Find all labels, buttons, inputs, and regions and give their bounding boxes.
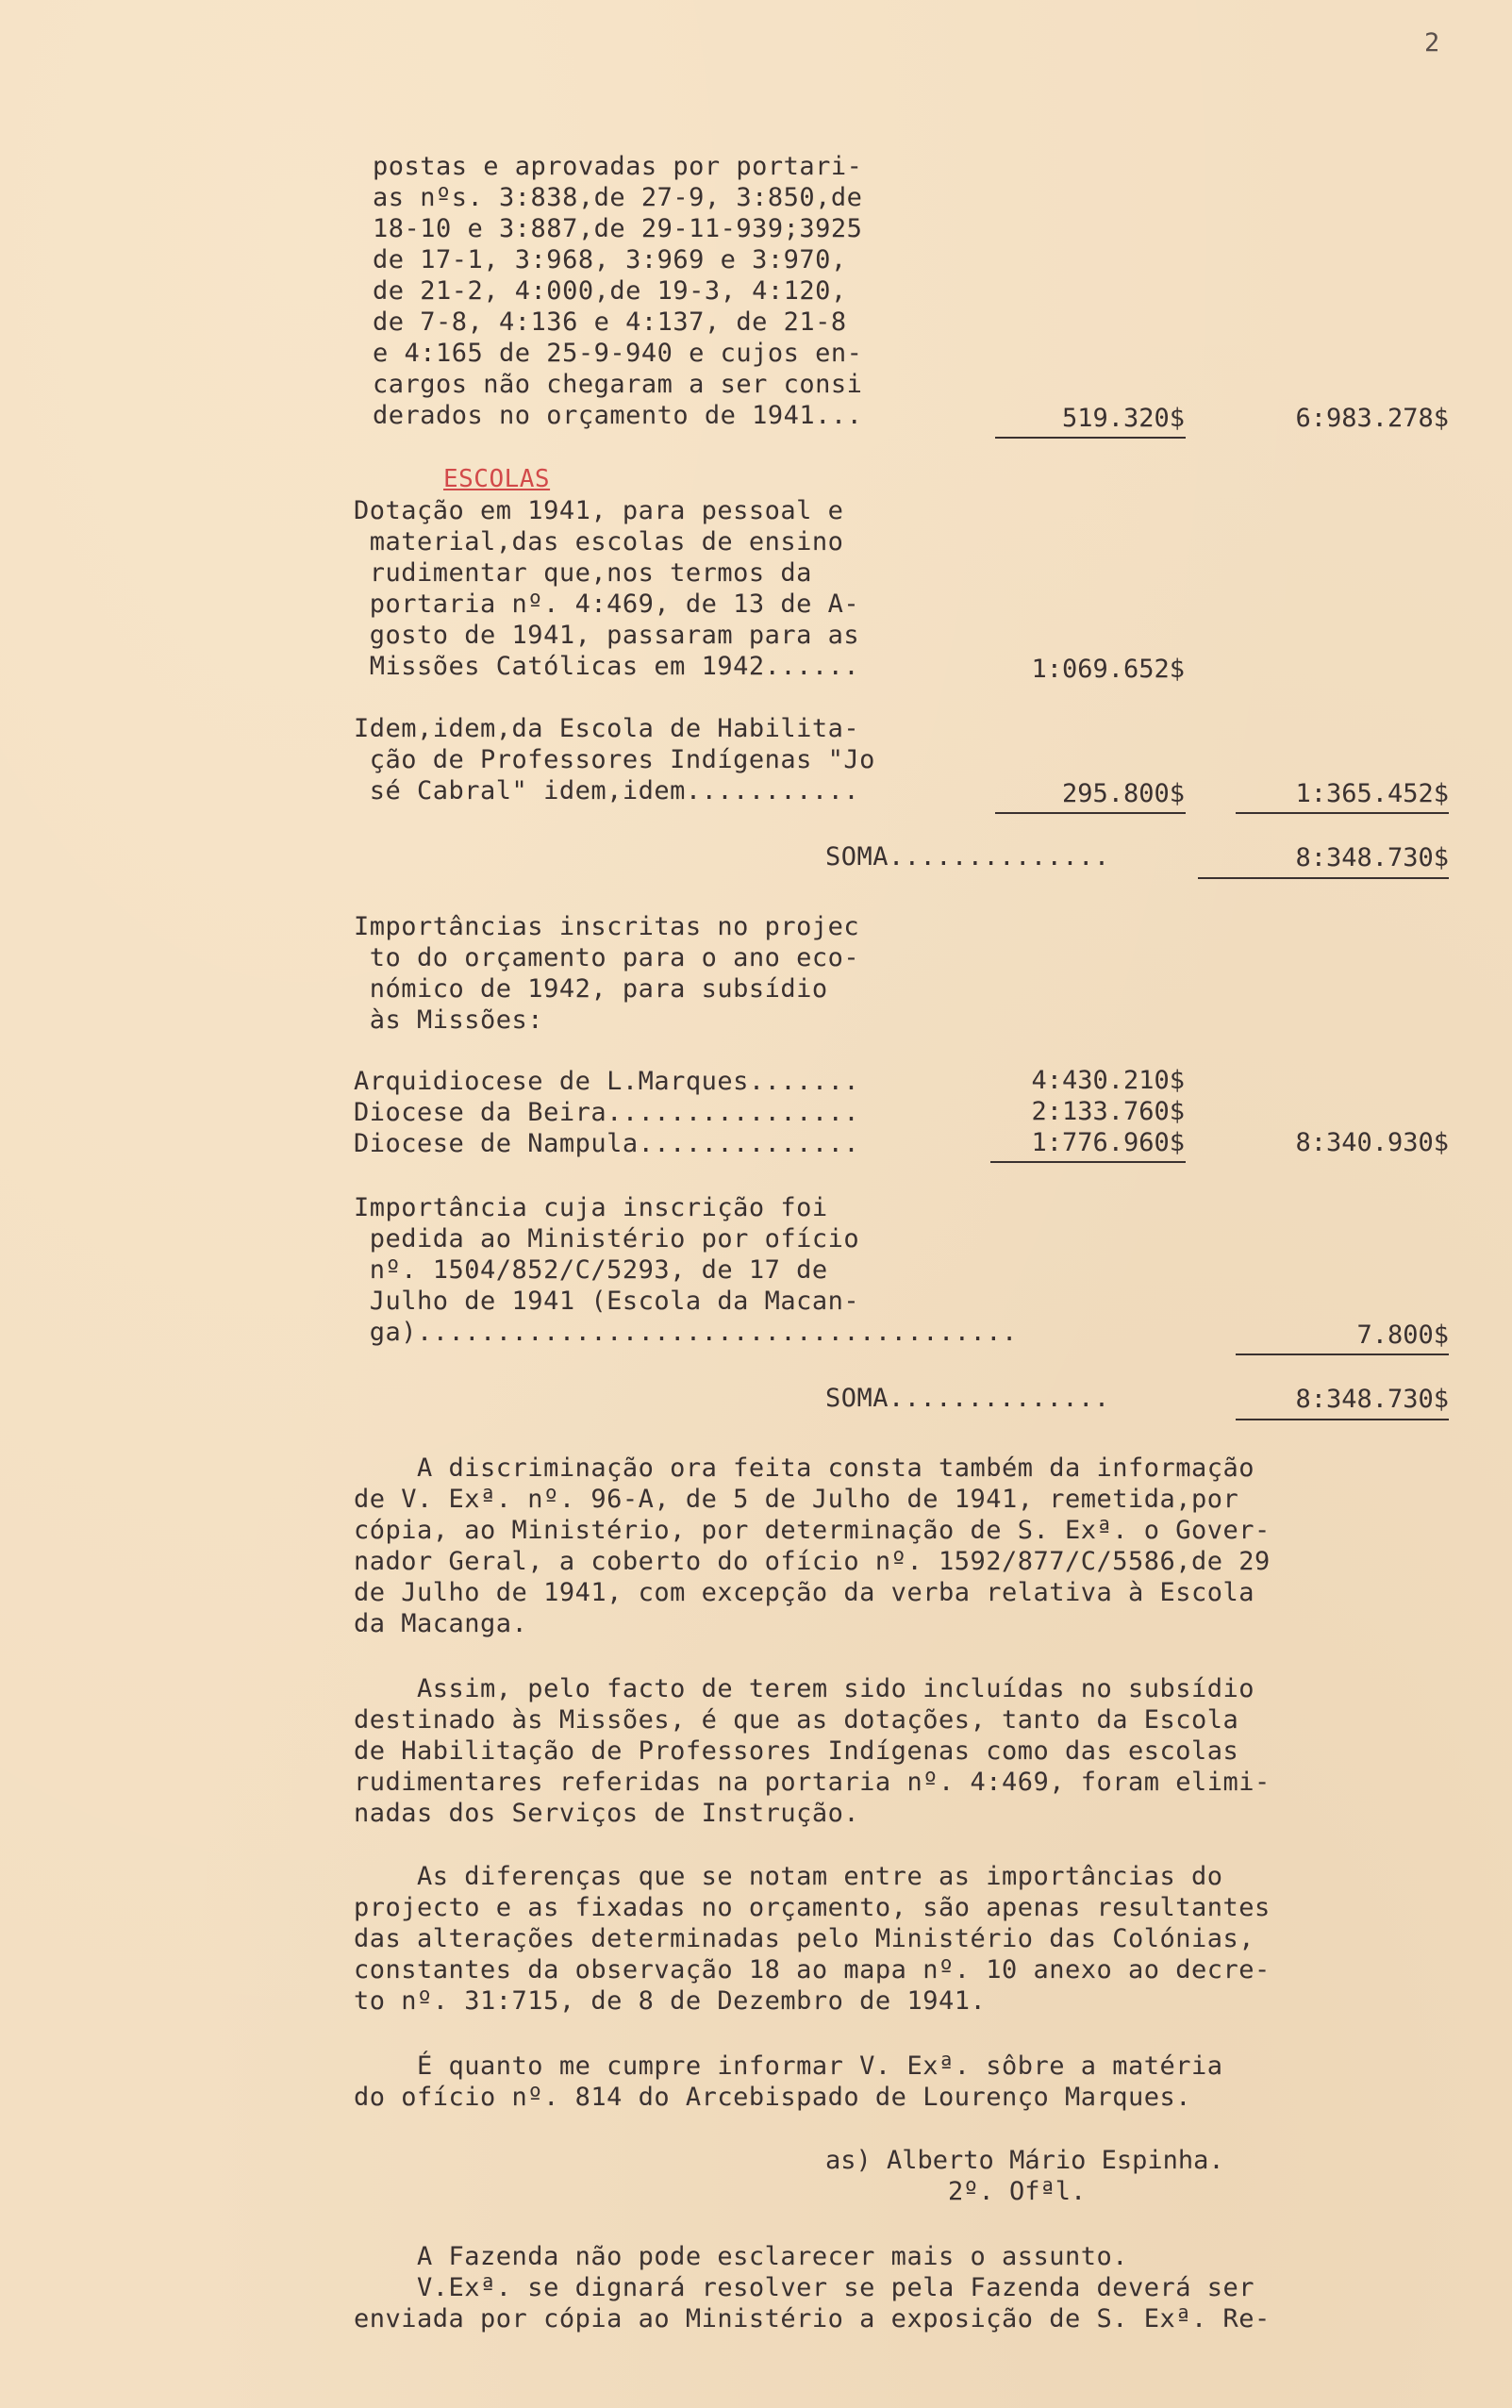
text-line: de V. Exª. nº. 96-A, de 5 de Julho de 1941, remetida,por (354, 1485, 1239, 1514)
underline (1198, 877, 1449, 879)
underline (990, 1161, 1186, 1163)
diocese-value: 4:430.210$ (1031, 1066, 1185, 1095)
text-line: V.Exª. se dignará resolver se pela Fazenda deverá ser (354, 2273, 1255, 2302)
underline (995, 437, 1186, 439)
signature-title: 2º. Ofªl. (948, 2177, 1087, 2206)
text-line: material,das escolas de ensino (354, 527, 844, 556)
text-line: nº. 1504/852/C/5293, de 17 de (354, 1255, 828, 1285)
amount-value: 519.320$ (1061, 404, 1185, 433)
page-number: 2 (1424, 28, 1440, 58)
text-line: rudimentares referidas na portaria nº. 4:469, foram elimi- (354, 1768, 1271, 1797)
diocese-label: Diocese da Beira................ (354, 1098, 860, 1127)
text-line: do ofício nº. 814 do Arcebispado de Lourenço Marques. (354, 2083, 1192, 2112)
underline (995, 812, 1186, 814)
text-line: destinado às Missões, é que as dotações, tanto da Escola (354, 1705, 1239, 1735)
amount-value: 295.800$ (1061, 779, 1185, 808)
text-line: das alterações determinadas pelo Ministério das Colónias, (354, 1924, 1255, 1953)
text-line: Importâncias inscritas no projec (354, 912, 860, 941)
text-line: 18-10 e 3:887,de 29-11-939;3925 (373, 214, 863, 243)
text-line: constantes da observação 18 ao mapa nº. 10 anexo ao decre- (354, 1955, 1271, 1985)
diocese-value: 2:133.760$ (1031, 1097, 1185, 1126)
underline (1236, 812, 1449, 814)
text-line: ção de Professores Indígenas "Jo (354, 745, 875, 774)
text-line: de Habilitação de Professores Indígenas como das escolas (354, 1736, 1239, 1766)
soma-label: SOMA.............. (825, 842, 1110, 872)
text-line: cópia, ao Ministério, por determinação de S. Exª. o Gover- (354, 1516, 1271, 1545)
text-line: rudimentar que,nos termos da (354, 558, 812, 588)
text-line: de 7-8, 4:136 e 4:137, de 21-8 (373, 307, 847, 337)
text-line: e 4:165 de 25-9-940 e cujos en- (373, 339, 863, 368)
amount-value: 1:069.652$ (1031, 655, 1185, 684)
diocese-label: Diocese de Nampula.............. (354, 1129, 860, 1158)
text-line: nador Geral, a coberto do ofício nº. 1592/877/C/5586,de 29 (354, 1547, 1271, 1576)
text-line: Idem,idem,da Escola de Habilita- (354, 714, 860, 743)
text-line: Missões Católicas em 1942...... (354, 652, 860, 681)
text-line: A Fazenda não pode esclarecer mais o assunto. (354, 2242, 1129, 2271)
text-line: nadas dos Serviços de Instrução. (354, 1799, 860, 1828)
text-line: de 21-2, 4:000,de 19-3, 4:120, (373, 276, 847, 306)
text-line: sé Cabral" idem,idem........... (354, 776, 860, 805)
text-line: A discriminação ora feita consta também da informação (354, 1453, 1255, 1483)
text-line: nómico de 1942, para subsídio (354, 974, 828, 1004)
text-line: de 17-1, 3:968, 3:969 e 3:970, (373, 245, 847, 274)
signature-name: as) Alberto Mário Espinha. (825, 2146, 1224, 2175)
diocese-label: Arquidiocese de L.Marques....... (354, 1067, 860, 1096)
underline (1236, 1419, 1449, 1420)
soma-value: 8:348.730$ (1295, 843, 1449, 872)
diocese-value: 1:776.960$ (1031, 1128, 1185, 1157)
section-heading-escolas: ESCOLAS (443, 465, 551, 493)
text-line: derados no orçamento de 1941... (373, 401, 863, 430)
text-line: pedida ao Ministério por ofício (354, 1224, 860, 1254)
amount-total: 7.800$ (1356, 1320, 1449, 1350)
text-line: As diferenças que se notam entre as importâncias do (354, 1862, 1223, 1891)
text-line: É quanto me cumpre informar V. Exª. sôbre a matéria (354, 2051, 1223, 2081)
text-line: to do orçamento para o ano eco- (354, 943, 860, 972)
soma-label: SOMA.............. (825, 1384, 1110, 1413)
soma-value: 8:348.730$ (1295, 1385, 1449, 1414)
text-line: às Missões: (354, 1005, 544, 1035)
text-line: postas e aprovadas por portari- (373, 152, 863, 181)
dioceses-total: 8:340.930$ (1295, 1128, 1449, 1157)
text-line: de Julho de 1941, com excepção da verba relativa à Escola (354, 1578, 1255, 1607)
text-line: as nºs. 3:838,de 27-9, 3:850,de (373, 183, 863, 212)
text-line: Assim, pelo facto de terem sido incluídas no subsídio (354, 1674, 1255, 1703)
text-line: Dotação em 1941, para pessoal e (354, 496, 844, 525)
text-line: projecto e as fixadas no orçamento, são apenas resultantes (354, 1893, 1271, 1922)
text-line: ga)...................................... (354, 1318, 1018, 1347)
text-line: cargos não chegaram a ser consi (373, 370, 863, 399)
amount-total: 1:365.452$ (1295, 779, 1449, 808)
text-line: portaria nº. 4:469, de 13 de A- (354, 590, 860, 619)
text-line: gosto de 1941, passaram para as (354, 621, 860, 650)
text-line: to nº. 31:715, de 8 de Dezembro de 1941. (354, 1986, 987, 2016)
text-line: Importância cuja inscrição foi (354, 1193, 828, 1222)
amount-total: 6:983.278$ (1295, 404, 1449, 433)
text-line: Julho de 1941 (Escola da Macan- (354, 1287, 860, 1316)
text-line: enviada por cópia ao Ministério a exposição de S. Exª. Re- (354, 2304, 1271, 2333)
text-line: da Macanga. (354, 1609, 528, 1638)
underline (1236, 1353, 1449, 1355)
